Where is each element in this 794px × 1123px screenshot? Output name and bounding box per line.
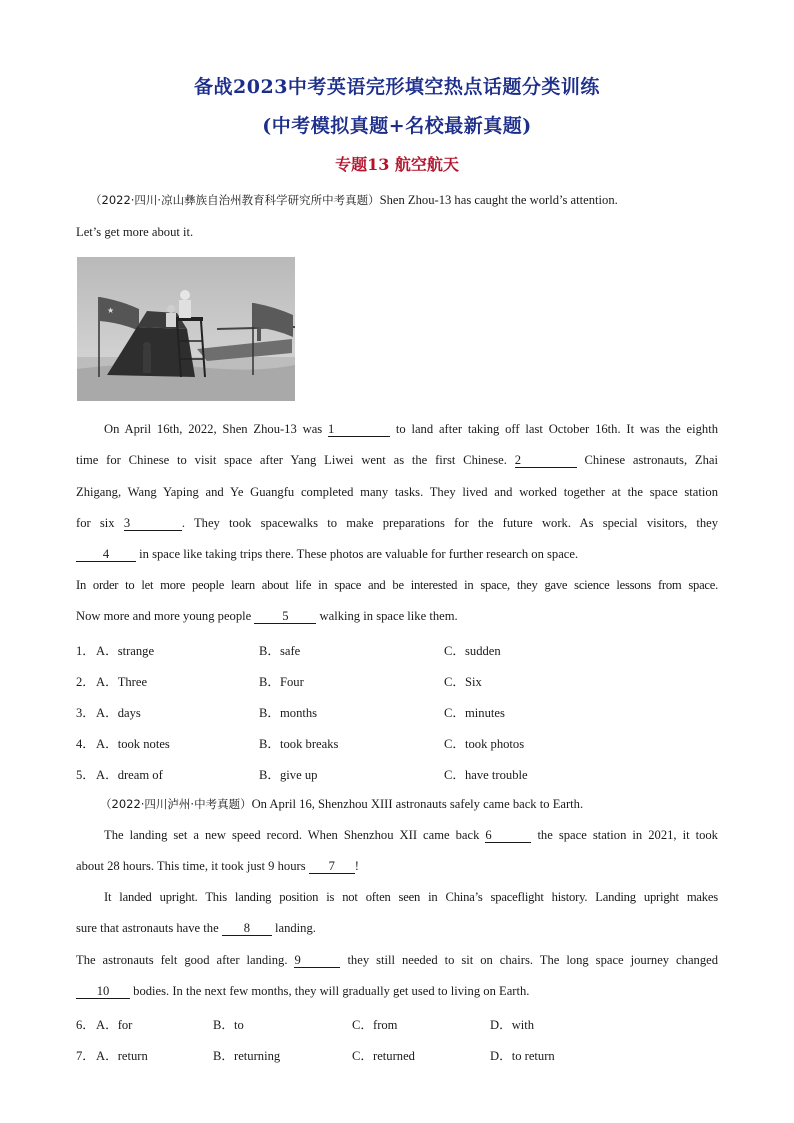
blank-1[interactable]: 1 bbox=[328, 423, 390, 437]
passage1-paragraph1-line5: 4 in space like taking trips there. These photos are valuable for further research on space. bbox=[76, 546, 718, 562]
passage2-paragraph2-line1: It landed upright. This landing position is not often seen in China’s spaceflight history. Landing upright makes bbox=[104, 890, 718, 904]
passage1-paragraph2-line2: Now more and more young people 5 walking in space like them. bbox=[76, 609, 458, 623]
passage1-intro-cont: Let’s get more about it. bbox=[76, 225, 194, 239]
option-b[interactable]: B．took breaks bbox=[259, 737, 339, 751]
capsule-landing-image bbox=[77, 257, 295, 401]
question-7-options bbox=[76, 1045, 718, 1061]
option-c[interactable]: C．sudden bbox=[444, 644, 501, 658]
question-6-options bbox=[76, 1014, 718, 1030]
passage1-paragraph2-line1: In order to let more people learn about life in space and be interested in space, they gave science lessons from space. bbox=[76, 578, 718, 592]
question-1-options bbox=[76, 640, 718, 656]
option-a[interactable]: A．return bbox=[96, 1049, 148, 1063]
passage1-paragraph1-line4: for six 3 . They took spacewalks to make preparations for the future work. As special visitors, they bbox=[76, 516, 719, 530]
blank-5[interactable]: 5 bbox=[254, 610, 316, 624]
passage1-paragraph1-line3: Zhigang, Wang Yaping and Ye Guangfu completed many tasks. They lived and worked together at the space station bbox=[76, 485, 718, 499]
option-b[interactable]: B．returning bbox=[213, 1049, 281, 1063]
option-a[interactable]: A．Three bbox=[96, 675, 148, 689]
blank-10[interactable]: 10 bbox=[76, 985, 130, 999]
passage2-intro: （2022·四川泸州·中考真题）On April 16, Shenzhou XIII astronauts safely came back to Earth. bbox=[100, 797, 584, 811]
option-a[interactable]: A．dream of bbox=[96, 768, 163, 782]
landing-photo bbox=[77, 257, 295, 401]
question-number: 3． bbox=[76, 706, 95, 720]
blank-6[interactable]: 6 bbox=[485, 829, 531, 843]
svg-text:★: ★ bbox=[107, 306, 115, 315]
passage2-paragraph3-line1: The astronauts felt good after landing. 9 they still needed to sit on chairs. The long space journey changed bbox=[76, 953, 719, 967]
passage2-paragraph2-line2: sure that astronauts have the 8 landing. bbox=[76, 921, 316, 935]
option-b[interactable]: B．months bbox=[259, 706, 318, 720]
passage2-paragraph1-line1: The landing set a new speed record. When Shenzhou XII came back 6 the space station in 2021, it took bbox=[104, 828, 718, 842]
passage2-source: （2022·四川泸州·中考真题） bbox=[100, 797, 252, 811]
question-number: 6． bbox=[76, 1018, 95, 1032]
question-number: 7． bbox=[76, 1049, 95, 1063]
passage1-paragraph1-line1: On April 16th, 2022, Shen Zhou-13 was 1 to land after taking off last October 16th. It was the eighth bbox=[104, 422, 719, 436]
option-c[interactable]: C．Six bbox=[444, 675, 482, 689]
passage2-paragraph1-line2: about 28 hours. This time, it took just 9 hours 7 ! bbox=[76, 859, 359, 873]
question-number: 4． bbox=[76, 737, 95, 751]
blank-3[interactable]: 3 bbox=[124, 517, 182, 531]
blank-9[interactable]: 9 bbox=[294, 954, 340, 968]
passage2-paragraph3-line2: 10 bodies. In the next few months, they will gradually get used to living on Earth. bbox=[76, 983, 718, 999]
option-c[interactable]: C．have trouble bbox=[444, 768, 528, 782]
passage1-paragraph1-line2: time for Chinese to visit space after Yang Liwei went as the first Chinese. 2 Chinese astronauts, Zhai bbox=[76, 453, 718, 467]
option-b[interactable]: B．Four bbox=[259, 675, 304, 689]
passage1-intro: （2022·四川·凉山彝族自治州教育科学研究所中考真题）Shen Zhou-13 has caught the world’s attention. bbox=[90, 193, 618, 207]
question-5-options bbox=[76, 764, 718, 780]
blank-8[interactable]: 8 bbox=[222, 922, 272, 936]
page-subtitle: (中考模拟真题+名校最新真题) bbox=[262, 115, 532, 137]
option-c[interactable]: C．from bbox=[352, 1018, 398, 1032]
option-c[interactable]: C．minutes bbox=[444, 706, 505, 720]
blank-2[interactable]: 2 bbox=[515, 454, 577, 468]
option-b[interactable]: B．give up bbox=[259, 768, 318, 782]
blank-4[interactable]: 4 bbox=[76, 548, 136, 562]
blank-7[interactable]: 7 bbox=[309, 860, 355, 874]
option-a[interactable]: A．for bbox=[96, 1018, 133, 1032]
option-c[interactable]: C．took photos bbox=[444, 737, 525, 751]
question-3-options bbox=[76, 702, 718, 718]
option-a[interactable]: A．strange bbox=[96, 644, 155, 658]
option-a[interactable]: A．took notes bbox=[96, 737, 170, 751]
page-title: 备战2023中考英语完形填空热点话题分类训练 bbox=[194, 76, 600, 98]
option-b[interactable]: B．safe bbox=[259, 644, 301, 658]
option-d[interactable]: D．to return bbox=[490, 1049, 555, 1063]
question-2-options bbox=[76, 671, 718, 687]
question-number: 2． bbox=[76, 675, 95, 689]
question-number: 5． bbox=[76, 768, 95, 782]
option-b[interactable]: B．to bbox=[213, 1018, 244, 1032]
topic-heading: 专题13 航空航天 bbox=[335, 155, 459, 174]
option-d[interactable]: D．with bbox=[490, 1018, 535, 1032]
option-c[interactable]: C．returned bbox=[352, 1049, 415, 1063]
passage1-source: （2022·四川·凉山彝族自治州教育科学研究所中考真题） bbox=[90, 193, 380, 207]
option-a[interactable]: A．days bbox=[96, 706, 141, 720]
question-number: 1． bbox=[76, 644, 95, 658]
question-4-options bbox=[76, 733, 718, 749]
